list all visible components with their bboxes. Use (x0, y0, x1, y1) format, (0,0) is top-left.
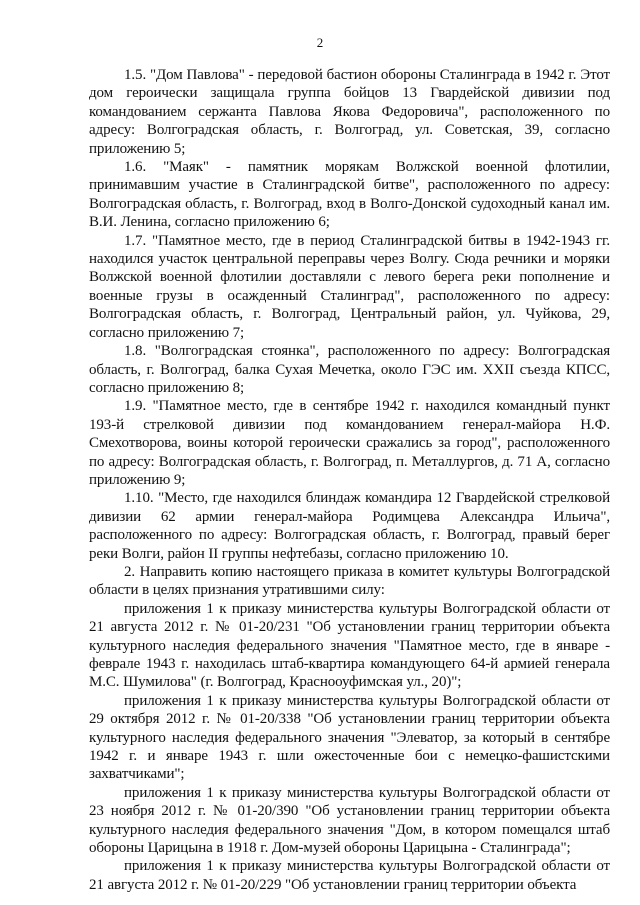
paragraph-annex-229: приложения 1 к приказу министерства культуры Волгоградской области от 21 августа 2012 г. № 01-20/229 "Об установлении границ территории объекта (89, 858, 610, 893)
paragraph-1-5: 1.5. "Дом Павлова" - передовой бастион обороны Сталинграда в 1942 г. Этот дом героически защищала группа бойцов 13 Гвардейской дивизии под командованием сержанта Павлова Якова Федоровича", расположенного по адресу: Волгоградская область, г. Волгоград, ул. Советская, 39, согласно приложению 5; (89, 67, 610, 157)
paragraph-annex-338: приложения 1 к приказу министерства культуры Волгоградской области от 29 октября 2012 г. № 01-20/338 "Об установлении границ территории объекта культурного наследия федерального значения "Элеватор, за который в сентябре 1942 г. и январе 1943 г. шли ожесточенные бои с немецко-фашистскими захватчиками"; (89, 692, 610, 783)
document-body (89, 66, 610, 894)
paragraph-1-8: 1.8. "Волгоградская стоянка", расположенного по адресу: Волгоградская область, г. Волгоград, балка Сухая Мечетка, около ГЭС им. XXII съезда КПСС, согласно приложению 8; (89, 343, 610, 396)
paragraph-1-6: 1.6. "Маяк" - памятник морякам Волжской военной флотилии, принимавшим участие в Сталинградской битве", расположенного по адресу: Волгоградская область, г. Волгоград, вход в Волго-Донской судоходный канал им. В.И. Ленина, согласно приложению 6; (89, 159, 610, 231)
page-number: 2 (316, 35, 324, 50)
paragraph-annex-231: приложения 1 к приказу министерства культуры Волгоградской области от 21 августа 2012 г. № 01-20/231 "Об установлении границ территории объекта культурного наследия федерального значения "Памятное место, где в январе - феврале 1943 г. находилась штаб-квартира командующего 64-й армией генерала М.С. Шумилова" (г. Волгоград, Краснооуфимская ул., 20)"; (89, 600, 610, 691)
paragraph-1-10: 1.10. "Место, где находился блиндаж командира 12 Гвардейской стрелковой дивизии 62 армии генерал-майора Родимцева Александра Ильича", расположенного по адресу: Волгоградская область, г. Волгоград, правый берег реки Волги, район II группы нефтебазы, согласно приложению 10. (89, 490, 610, 562)
paragraph-2: 2. Направить копию настоящего приказа в комитет культуры Волгоградской области в целях признания утратившими силу: (89, 563, 610, 599)
paragraph-1-7: 1.7. "Памятное место, где в период Сталинградской битвы в 1942-1943 гг. находился участок центральной переправы через Волгу. Сюда речники и моряки Волжской военной флотилии доставляли с левого берега реки пополнение и военные грузы в осажденный Сталинград", расположенного по адресу: Волгоградская область, г. Волгоград, Центральный район, ул. Чуйкова, 29, согласно приложению 7; (89, 232, 610, 341)
paragraph-annex-390: приложения 1 к приказу министерства культуры Волгоградской области от 23 ноября 2012 г. № 01-20/390 "Об установлении границ территории объекта культурного наследия федерального значения "Дом, в котором помещался штаб обороны Царицына в 1918 г. Дом-музей обороны Царицына - Сталинграда"; (89, 784, 610, 857)
paragraph-1-9: 1.9. "Памятное место, где в сентябре 1942 г. находился командный пункт 193-й стрелковой дивизии под командованием генерал-майора Н.Ф. Смехотворова, воины которой героически сражались за город", расположенного по адресу: Волгоградская область, г. Волгоград, п. Металлургов, д. 71 А, согласно приложению 9; (89, 398, 610, 488)
